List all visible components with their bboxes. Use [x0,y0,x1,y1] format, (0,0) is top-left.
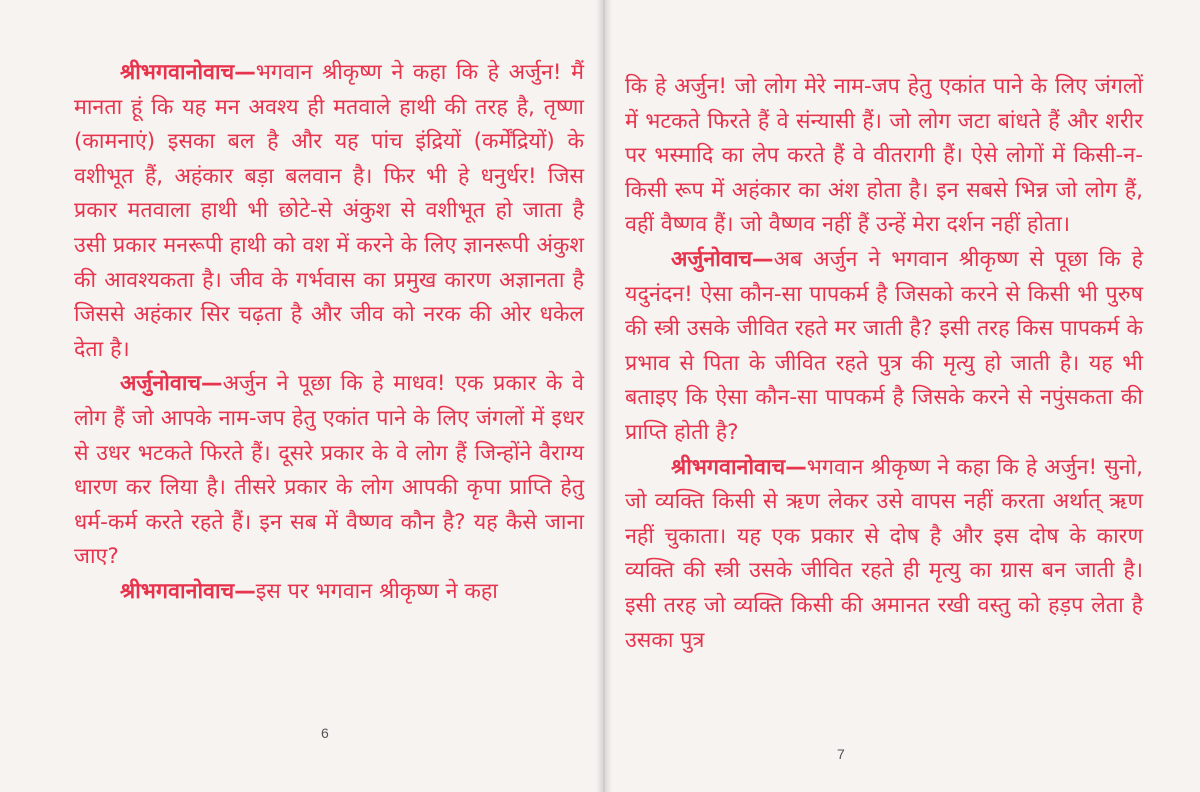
paragraph [74,367,584,575]
right-page [603,0,1200,792]
paragraph-text: भगवान श्रीकृष्ण ने कहा कि हे अर्जुन! मैं मानता हूं कि यह मन अवश्य ही मतवाले हाथी की तरह है, तृष्णा (कामनाएं) इसका बल है और यह पांच इंद्रियों (कर्मेंद्रियों) के वशीभूत हैं, अहंकार बड़ा बलवान है। फिर भी हे धनुर्धर! जिस प्रकार मतवाला हाथी भी छोटे-से अंकुश से वशीभूत हो जाता है उसी प्रकार मनरूपी हाथी को वश में करने के लिए ज्ञानरूपी अंकुश की आवश्यकता है। जीव के गर्भवास का प्रमुख कारण अज्ञानता है जिससे अहंकार सिर चढ़ता है और जीव को नरक की ओर धकेल देता है। [74,60,584,362]
paragraph-text: इस पर भगवान श्रीकृष्ण ने कहा [255,578,498,604]
right-page-text [625,70,1143,658]
paragraph-text: अब अर्जुन ने भगवान श्रीकृष्ण से पूछा कि हे यदुनंदन! ऐसा कौन-सा पापकर्म है जिसको करने से किसी भी पुरुष की स्त्री उसके जीवित रहते मर जाती है? इसी तरह किस पापकर्म के प्रभाव से पिता के जीवित रहते पुत्र की मृत्यु हो जाती है। यह भी बताइए कि ऐसा कौन-सा पापकर्म है जिसके करने से नपुंसकता की प्राप्ति होती है? [625,246,1143,445]
paragraph [74,56,584,367]
page-number: 6 [321,725,329,741]
paragraph [74,575,584,610]
book-gutter [596,0,612,792]
speaker-label: श्रीभगवानोवाच— [671,454,807,480]
paragraph-text: भगवान श्रीकृष्ण ने कहा कि हे अर्जुन! सुनो, जो व्यक्ति किसी से ऋण लेकर उसे वापस नहीं करता अर्थात् ऋण नहीं चुकाता। यह एक प्रकार से दोष है और इस दोष के कारण व्यक्ति की स्त्री उसके जीवित रहते ही मृत्यु का ग्रास बन जाती है। इसी तरह जो व्यक्ति किसी की अमानत रखी वस्तु को हड़प लेता है उसका पुत्र [625,454,1143,653]
paragraph-continuation: कि हे अर्जुन! जो लोग मेरे नाम-जप हेतु एकांत पाने के लिए जंगलों में भटकते फिरते हैं वे संन्यासी हैं। जो लोग जटा बांधते हैं और शरीर पर भस्मादि का लेप करते हैं वे वीतरागी हैं। ऐसे लोगों में किसी-न-किसी रूप में अहंकार का अंश होता है। इन सबसे भिन्न जो लोग हैं, वहीं वैष्णव हैं। जो वैष्णव नहीं हैं उन्हें मेरा दर्शन नहीं होता। [625,74,1143,238]
left-page-text [74,56,584,610]
speaker-label: अर्जुनोवाच— [671,246,774,272]
paragraph [625,451,1143,659]
speaker-label: श्रीभगवानोवाच— [120,60,256,85]
page-number: 7 [837,746,845,762]
speaker-label: श्रीभगवानोवाच— [120,578,256,604]
speaker-label: अर्जुनोवाच— [120,371,223,397]
paragraph-text: अर्जुन ने पूछा कि हे माधव! एक प्रकार के वे लोग हैं जो आपके नाम-जप हेतु एकांत पाने के लिए जंगलों में इधर से उधर भटकते फिरते हैं। दूसरे प्रकार के वे लोग हैं जिन्होंने वैराग्य धारण कर लिया है। तीसरे प्रकार के लोग आपकी कृपा प्राप्ति हेतु धर्म-कर्म करते रहते हैं। इन सब में वैष्णव कौन है? यह कैसे जाना जाए? [74,371,584,570]
paragraph [625,243,1143,451]
